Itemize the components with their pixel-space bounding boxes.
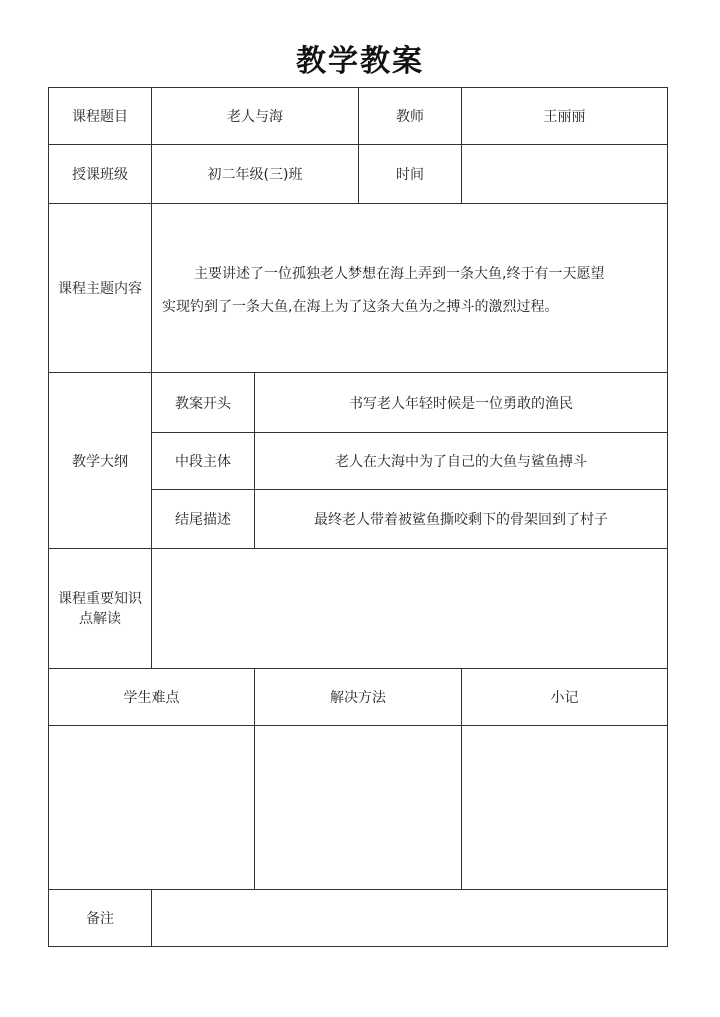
remarks-label: 备注 xyxy=(86,911,114,927)
main-content-line-1: 主要讲述了一位孤独老人梦想在海上弄到一条大鱼,终于有一天愿望 xyxy=(194,266,605,282)
difficulty-header: 学生难点 xyxy=(123,690,180,706)
teacher-label: 教师 xyxy=(396,109,424,125)
time-value xyxy=(462,145,667,203)
knowledge-label-line-1: 课程重要知识 xyxy=(58,590,142,607)
time-label: 时间 xyxy=(396,167,424,183)
main-content-label: 课程主题内容 xyxy=(58,281,142,297)
solution-header: 解决方法 xyxy=(330,690,386,706)
solution-cell xyxy=(255,726,461,889)
remarks-value xyxy=(152,890,667,946)
class-value: 初二年级(三)班 xyxy=(207,167,303,183)
difficulty-cell xyxy=(49,726,254,889)
notes-cell xyxy=(462,726,667,889)
knowledge-label-line-2: 点解读 xyxy=(79,610,121,627)
outline-item-label: 中段主体 xyxy=(175,454,231,470)
class-label: 授课班级 xyxy=(72,167,128,183)
page-title: 教学教案 xyxy=(296,44,424,79)
outline-item-value: 最终老人带着被鲨鱼撕咬剩下的骨架回到了村子 xyxy=(314,512,608,528)
outline-item-value: 老人在大海中为了自己的大鱼与鲨鱼搏斗 xyxy=(335,454,587,470)
outline-label: 教学大纲 xyxy=(72,453,128,470)
outline-item-label: 教案开头 xyxy=(175,395,231,412)
outline-item-label: 结尾描述 xyxy=(175,512,231,528)
knowledge-value xyxy=(152,549,667,668)
notes-header: 小记 xyxy=(550,690,579,706)
course-topic-label: 课程题目 xyxy=(72,109,128,125)
knowledge-label xyxy=(49,549,151,668)
course-topic-value: 老人与海 xyxy=(227,109,283,125)
teacher-value: 王丽丽 xyxy=(543,109,586,125)
outline-item-value: 书写老人年轻时候是一位勇敢的渔民 xyxy=(349,395,573,412)
main-content-text xyxy=(162,258,658,324)
main-content-line-2: 实现钓到了一条大鱼,在海上为了这条大鱼为之搏斗的激烈过程。 xyxy=(162,299,559,315)
